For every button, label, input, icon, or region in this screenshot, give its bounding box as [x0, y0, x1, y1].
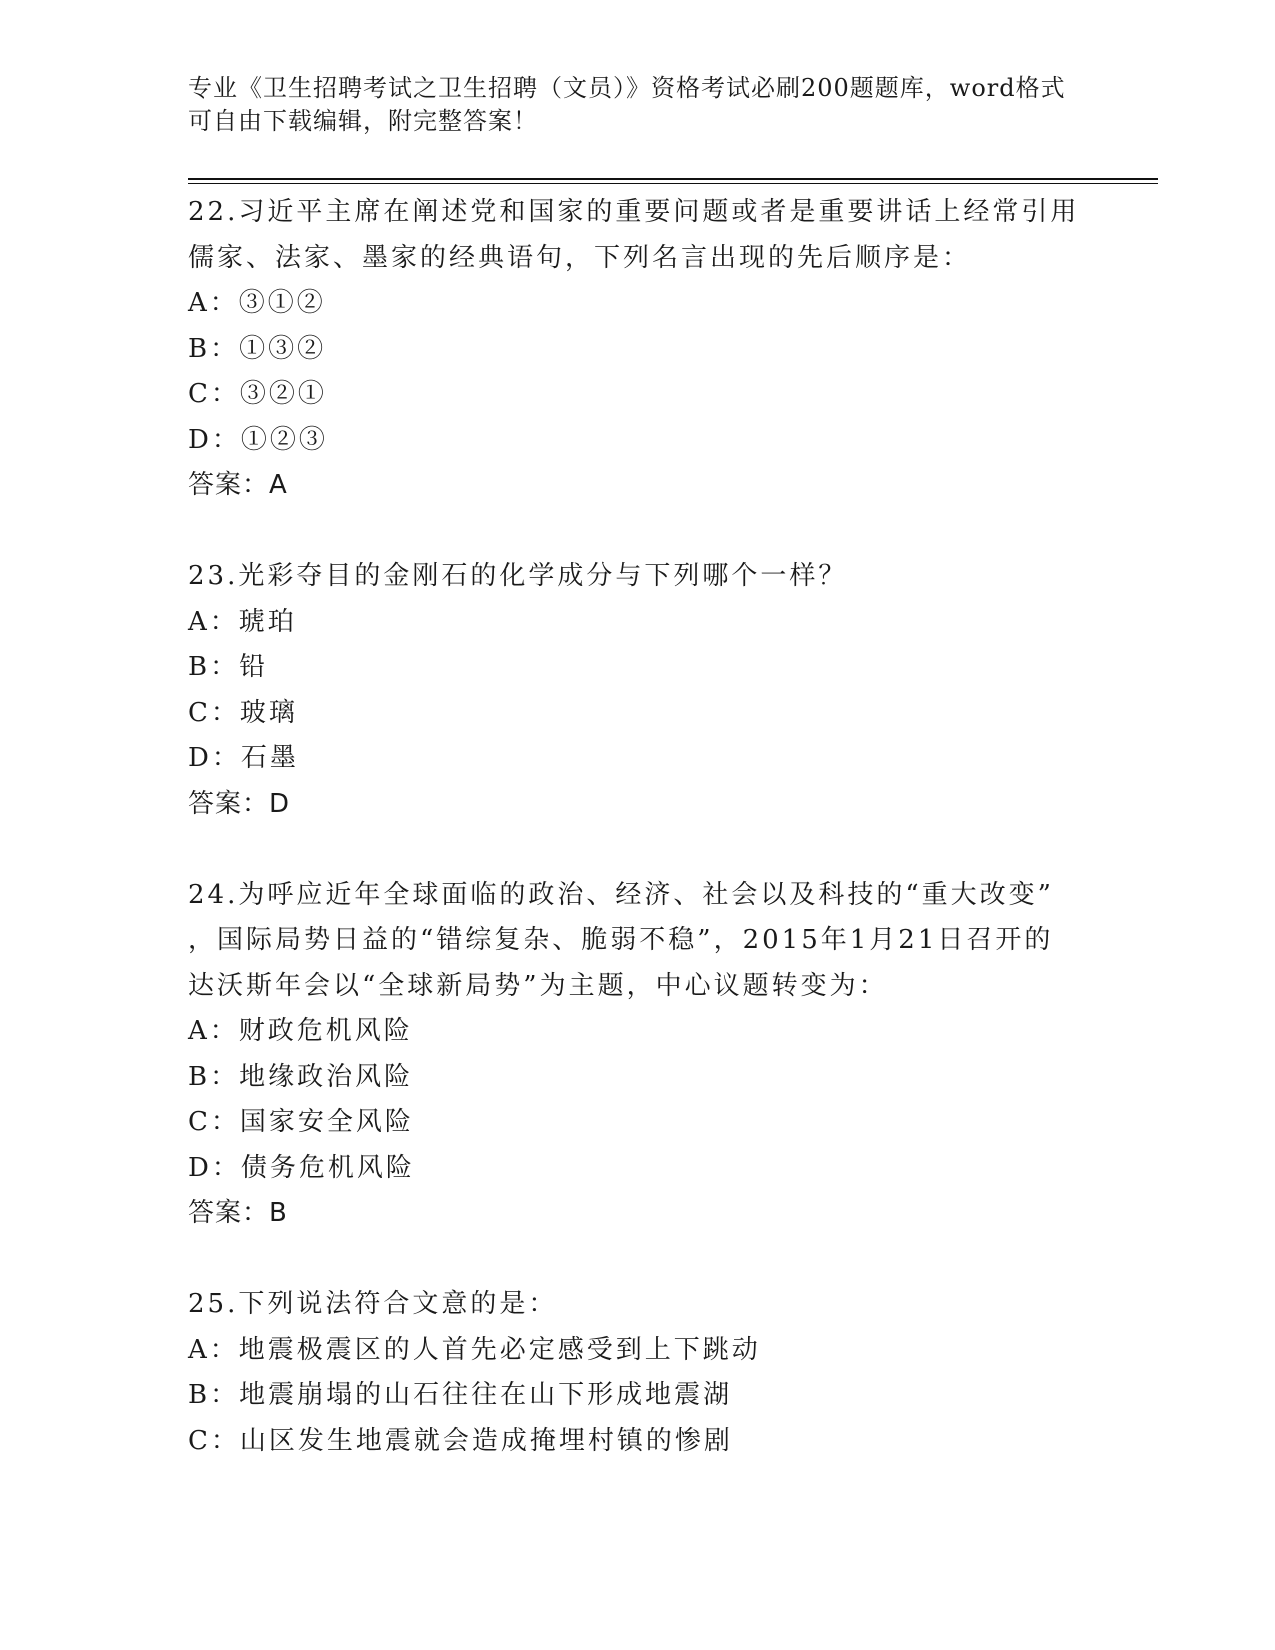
option-a: A：③①② [188, 288, 326, 318]
option-c: C：山区发生地震就会造成掩埋村镇的惨剧 [188, 1425, 733, 1456]
header-divider-thin [188, 183, 1158, 184]
header-line-2: 可自由下载编辑，附完整答案！ [188, 107, 538, 135]
header-line-1: 专业《卫生招聘考试之卫生招聘（文员）》资格考试必刷200题题库，word格式 [188, 74, 1066, 102]
option-c: C：③②① [188, 379, 327, 409]
document-header [188, 72, 1088, 138]
option-d: D：石墨 [188, 743, 299, 773]
question-text-line: 儒家、法家、墨家的经典语句，下列名言出现的先后顺序是： [188, 242, 972, 273]
question-22 [188, 190, 1158, 509]
option-c: C：玻璃 [188, 697, 298, 728]
answer: 答案：B [188, 1198, 288, 1228]
option-a: A：琥珀 [188, 606, 297, 637]
option-a: A：财政危机风险 [188, 1016, 413, 1046]
option-b: B：铅 [188, 652, 269, 682]
option-d: D：债务危机风险 [188, 1152, 415, 1183]
header-divider-thick [188, 178, 1158, 180]
option-b: B：地震崩塌的山石往往在山下形成地震湖 [188, 1380, 733, 1410]
question-text-line: ，国际局势日益的“错综复杂、脆弱不稳”，2015年1月21日召开的 [188, 925, 1054, 955]
question-text-line: 23.光彩夺目的金刚石的化学成分与下列哪个一样？ [188, 561, 848, 591]
option-b: B：①③② [188, 333, 327, 364]
question-text-line: 24.为呼应近年全球面临的政治、经济、社会以及科技的“重大改变” [188, 879, 1054, 910]
option-a: A：地震极震区的人首先必定感受到上下跳动 [188, 1334, 761, 1365]
question-text-line: 22.习近平主席在阐述党和国家的重要问题或者是重要讲话上经常引用 [188, 197, 1080, 227]
question-text-line: 25.下列说法符合文意的是： [188, 1289, 558, 1319]
question-24 [188, 873, 1158, 1237]
answer: 答案：D [188, 788, 291, 819]
option-c: C：国家安全风险 [188, 1107, 414, 1137]
option-b: B：地缘政治风险 [188, 1061, 414, 1092]
answer: 答案：A [188, 470, 288, 500]
question-25 [188, 1282, 1158, 1464]
question-23 [188, 554, 1158, 827]
question-list [188, 190, 1158, 1464]
question-text-line: 达沃斯年会以“全球新局势”为主题，中心议题转变为： [188, 970, 888, 1001]
option-d: D：①②③ [188, 424, 328, 455]
